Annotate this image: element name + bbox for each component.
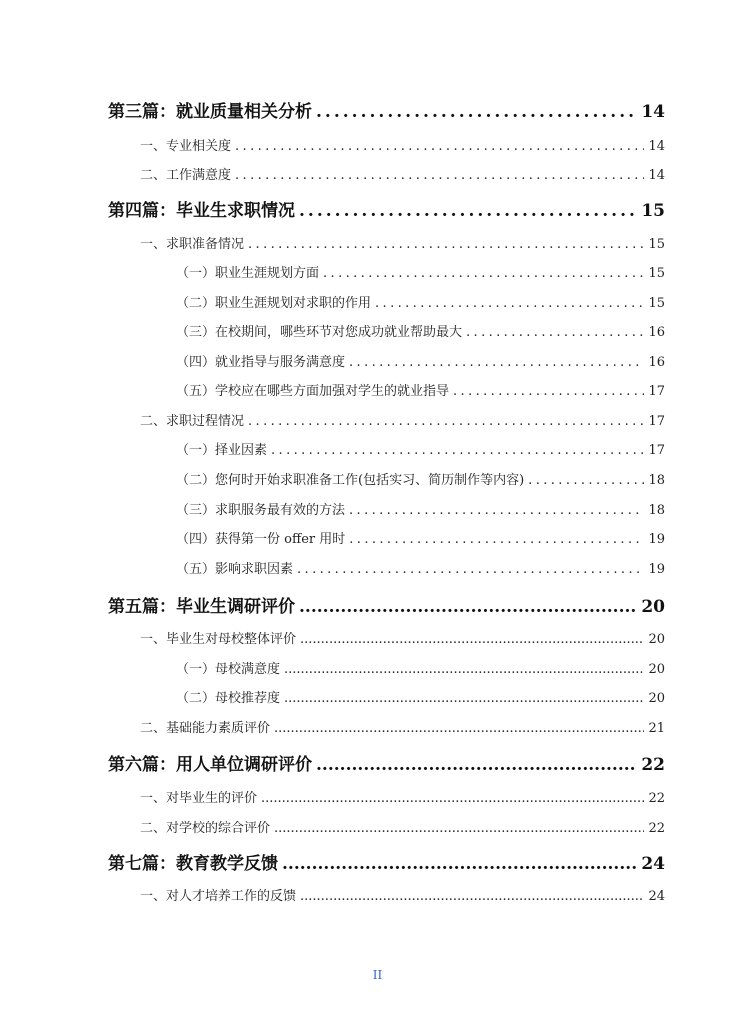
toc-entry[interactable] — [108, 850, 665, 874]
dot-leader — [349, 532, 644, 547]
dot-leader — [316, 755, 637, 775]
toc-entry-title: 第六篇：用人单位调研评价 — [108, 755, 312, 775]
toc-entry[interactable] — [176, 381, 665, 399]
toc-page-number: 22 — [648, 791, 665, 806]
toc-entry[interactable] — [140, 886, 665, 904]
toc-entry-title: 二、对学校的综合评价 — [140, 821, 271, 836]
dot-leader — [375, 296, 644, 311]
dot-leader — [528, 473, 644, 488]
toc-entry[interactable] — [176, 470, 665, 488]
toc-entry[interactable] — [176, 322, 665, 340]
dot-leader — [300, 632, 644, 647]
toc-entry-title: 第三篇：就业质量相关分析 — [108, 102, 312, 122]
toc-entry[interactable] — [140, 629, 665, 647]
toc-entry-title: 第七篇：教育教学反馈 — [108, 854, 278, 874]
toc-entry[interactable] — [176, 352, 665, 370]
dot-leader — [297, 562, 644, 577]
toc-entry-title: （三）求职服务最有效的方法 — [176, 503, 346, 518]
toc-page-number: 16 — [648, 355, 665, 370]
dot-leader — [248, 237, 644, 252]
toc-page-number: 24 — [641, 854, 665, 874]
toc-entry-title: 一、对人才培养工作的反馈 — [140, 889, 297, 904]
toc-page-number: 22 — [641, 755, 665, 775]
toc-entry[interactable] — [140, 234, 665, 252]
toc-entry-title: 二、求职过程情况 — [140, 414, 245, 429]
toc-entry-title: （五）学校应在哪些方面加强对学生的就业指导 — [176, 384, 450, 399]
toc-entry-title: （一）择业因素 — [176, 443, 268, 458]
toc-entry-title: 一、对毕业生的评价 — [140, 791, 258, 806]
toc-entry-title: 第五篇：毕业生调研评价 — [108, 597, 295, 617]
toc-entry-title: （二）您何时开始求职准备工作(包括实习、简历制作等内容) — [176, 473, 525, 488]
toc-page-number: 14 — [648, 168, 665, 183]
toc-entry-title: 一、求职准备情况 — [140, 237, 245, 252]
toc-entry-title: （四）就业指导与服务满意度 — [176, 355, 346, 370]
toc-entry[interactable] — [176, 293, 665, 311]
dot-leader — [323, 266, 644, 281]
toc-page-number: 22 — [648, 821, 665, 836]
toc-page-number: 18 — [648, 503, 665, 518]
toc-entry-title: （四）获得第一份 offer 用时 — [176, 532, 346, 547]
toc-page-number: 20 — [648, 662, 665, 677]
toc-page-number: 16 — [648, 325, 665, 340]
toc-entry[interactable] — [140, 136, 665, 154]
dot-leader — [284, 691, 644, 706]
dot-leader — [282, 854, 637, 874]
toc-entry[interactable] — [108, 593, 665, 617]
toc-entry[interactable] — [108, 197, 665, 221]
dot-leader — [316, 102, 637, 122]
toc-page-number: 15 — [648, 296, 665, 311]
toc-entry[interactable] — [176, 529, 665, 547]
toc-page-number: 19 — [648, 562, 665, 577]
dot-leader — [299, 201, 637, 221]
dot-leader — [274, 821, 644, 836]
toc-page-number: 17 — [648, 384, 665, 399]
toc-page-number: 21 — [648, 721, 665, 736]
toc-page-number: 17 — [648, 443, 665, 458]
toc-entry[interactable] — [140, 788, 665, 806]
toc-page-number: 24 — [648, 889, 665, 904]
toc-entry-title: 二、基础能力素质评价 — [140, 721, 271, 736]
dot-leader — [299, 597, 637, 617]
toc-entry-title: 第四篇：毕业生求职情况 — [108, 201, 295, 221]
toc-entry-title: （二）母校推荐度 — [176, 691, 281, 706]
toc-page-number: 19 — [648, 532, 665, 547]
toc-page-number: 20 — [648, 691, 665, 706]
dot-leader — [284, 662, 644, 677]
dot-leader — [235, 168, 644, 183]
toc-page-number: 15 — [641, 201, 665, 221]
dot-leader — [248, 414, 644, 429]
toc-page-number: 20 — [648, 632, 665, 647]
toc-entry[interactable] — [140, 165, 665, 183]
toc-page-number: 15 — [648, 237, 665, 252]
toc-entry-title: 一、专业相关度 — [140, 139, 232, 154]
toc-entry[interactable] — [176, 500, 665, 518]
toc-entry[interactable] — [140, 718, 665, 736]
toc-entry[interactable] — [108, 751, 665, 775]
toc-entry[interactable] — [176, 659, 665, 677]
toc-page-number: 14 — [648, 139, 665, 154]
toc-entry[interactable] — [108, 98, 665, 122]
dot-leader — [466, 325, 644, 340]
dot-leader — [271, 443, 644, 458]
dot-leader — [349, 503, 644, 518]
toc-page-number: 17 — [648, 414, 665, 429]
dot-leader — [274, 721, 644, 736]
toc-entry[interactable] — [176, 263, 665, 281]
dot-leader — [261, 791, 644, 806]
toc-entry-title: （五）影响求职因素 — [176, 562, 294, 577]
toc-page-number: 14 — [641, 102, 665, 122]
toc-entry-title: 二、工作满意度 — [140, 168, 232, 183]
toc-entry-title: （三）在校期间，哪些环节对您成功就业帮助最大 — [176, 325, 463, 340]
toc-entry[interactable] — [176, 559, 665, 577]
toc-entry[interactable] — [140, 818, 665, 836]
toc-entry[interactable] — [140, 411, 665, 429]
toc-page-number: 15 — [648, 266, 665, 281]
dot-leader — [300, 889, 644, 904]
toc-entry-title: （二）职业生涯规划对求职的作用 — [176, 296, 372, 311]
dot-leader — [453, 384, 644, 399]
toc-entry[interactable] — [176, 688, 665, 706]
toc-page-number: 18 — [648, 473, 665, 488]
toc-entry-title: （一）职业生涯规划方面 — [176, 266, 320, 281]
dot-leader — [349, 355, 644, 370]
toc-page-number: 20 — [641, 597, 665, 617]
toc-entry-title: （一）母校满意度 — [176, 662, 281, 677]
page-number: II — [372, 968, 383, 982]
toc-entry-title: 一、毕业生对母校整体评价 — [140, 632, 297, 647]
toc-entry[interactable] — [176, 440, 665, 458]
dot-leader — [235, 139, 644, 154]
